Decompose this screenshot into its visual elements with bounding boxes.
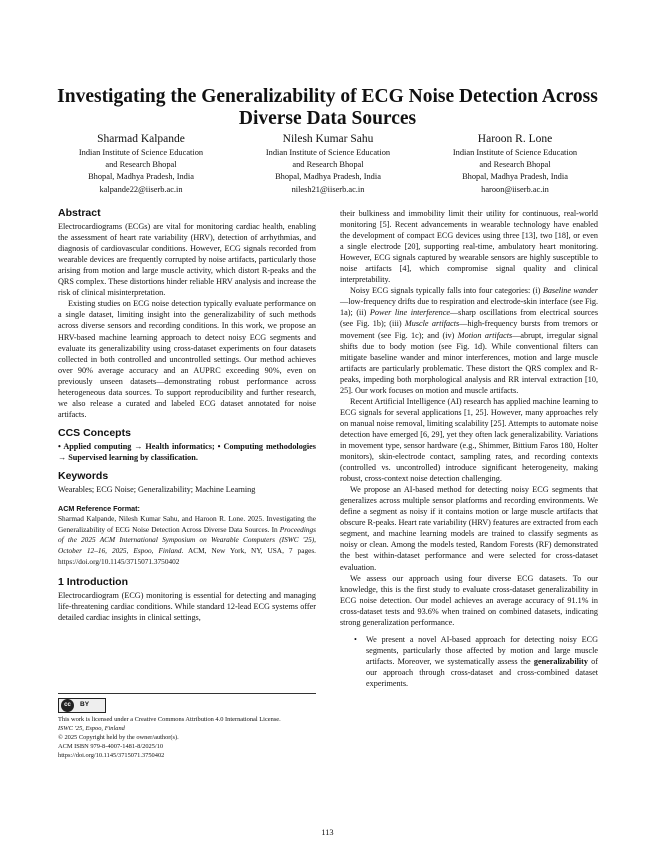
author-affiliation: and Research Bhopal — [479, 160, 551, 170]
introduction-heading: 1 Introduction — [58, 576, 128, 589]
author-affiliation: Indian Institute of Science Education — [452, 148, 578, 157]
author-email[interactable]: kalpande22@iiserb.ac.in — [99, 184, 183, 194]
author-1 — [48, 132, 234, 196]
cc-icon: cc — [61, 699, 74, 712]
contribution-list — [340, 634, 598, 689]
ccs-concepts: • Applied computing → Health informatics; • Computing methodologies → Supervised learning by classification. — [58, 441, 316, 462]
license-text: This work is licensed under a Creative Commons Attribution 4.0 International License. — [58, 716, 281, 723]
intro-paragraph: Recent Artificial Intelligence (AI) research has applied machine learning to ECG signals for several applications [1, 25]. However, many approaches rely on manual noise removal, limiting scalability [25]. Attempts to automate noise detection have emerged [6, 29], yet they often lack generalizability. Variations in movement type, sensor hardware (e.g., Shimmer, Bittium Faros 180, Holter monitors), skin-electrode contact, sampling rates, and recording contexts (controlled vs. uncontrolled) introduce significant heterogeneity, making robust, cross-context noise detection challenging. — [340, 396, 598, 484]
cc-by-badge-icon[interactable] — [58, 698, 106, 713]
abstract-paragraph: Existing studies on ECG noise detection typically evaluate performance on a single dataset, limiting insight into the generalizability of such methods across diverse sensors and recording conditions. In this work, we propose an HRV-based machine learning approach to detect noisy ECG segments and evaluate its generalizability using cross-dataset experiments on four datasets collected in both controlled and uncontrolled settings. Our method achieves over 90% average accuracy and an AUPRC exceeding 90%, even on previously unseen datasets—demonstrating robust performance across heterogeneous data sources. To support reproducibility and further research, we also release a curated and labeled ECG dataset annotated for noise artifacts. — [58, 299, 316, 419]
abstract-paragraph: Electrocardiograms (ECGs) are vital for monitoring cardiac health, enabling the assessment of heart rate variability (HRV), detection of arrhythmias, and diagnosis of cardiovascular conditions. However, ECG signals recorded from wearable devices are frequently corrupted by noise artifacts, particularly those arising from motion and large muscle activity, which distort R-peaks and the QRS complex. These distortions hinder reliable HRV analysis and increase the risk of clinical misinterpretation. — [58, 222, 316, 298]
copyright-text: © 2025 Copyright held by the owner/author(s). — [58, 733, 179, 741]
text-span: —high-frequency bursts from tremors or movement (see Fig. 1c); and (iv) — [340, 319, 598, 340]
ccs-heading: CCS Concepts — [58, 426, 131, 439]
acm-reference-text — [58, 514, 316, 567]
intro-paragraph: Electrocardiogram (ECG) monitoring is essential for detecting and managing life-threatening cardiac conditions. While standard 12-lead ECG systems offer detailed cardiac insights in clinical settings, — [58, 591, 316, 623]
author-email[interactable]: haroon@iiserb.ac.in — [481, 184, 549, 194]
author-name: Nilesh Kumar Sahu — [282, 133, 374, 145]
author-affiliation: and Research Bhopal — [105, 160, 177, 170]
text-span: —sharp oscillations from electrical sources (see Fig. 1b); (iii) — [340, 308, 599, 329]
text-span: —abrupt, irregular signal shifts due to body motion (see Fig. 1d). While conventional filters can mitigate baseline wander and minor interferences, motion and large muscle artifacts are particularly problematic. These distort the QRS complex and R-peaks, impeding both morphological analysis and RR interval extraction [10, 25]. Our work focuses on motion and muscle artifacts. — [340, 330, 598, 395]
acm-reference-authors: Sharmad Kalpande, Nilesh Kumar Sahu, and Haroon R. Lone. 2025. Investigating the Generalizability of ECG Noise Detection Across Diverse Data Sources. In — [58, 514, 316, 534]
term-power-line: Power line interference — [369, 308, 450, 318]
author-name: Sharmad Kalpande — [97, 133, 185, 145]
intro-paragraph-noise-types — [340, 285, 598, 395]
intro-paragraph: their bulkiness and immobility limit their utility for continuous, real-world monitoring [5]. Recent advancements in wearable technology have enabled the development of compact ECG devices using three [13], two [18], or even a single electrode [20], supporting real-time, ambulatory heart monitoring. However, ECG signals captured by wearable sensors are highly susceptible to noise artifacts [4], which compromise signal quality and clinical interpretability. — [340, 209, 598, 285]
intro-paragraph: We propose an AI-based method for detecting noisy ECG segments that generalizes across multiple sensor platforms and recording environments. We define a segment as noisy if it contains motion or large muscle artifacts that obscure R-peaks. Heart rate variability (HRV) features are extracted from each segment, and machine learning models are trained to classify segments as noisy or clean. Among the models tested, Random Forests (RF) demonstrated the best within-dataset performance and were selected for cross-dataset evaluation. — [340, 485, 598, 572]
text-span: Noisy ECG signals typically falls into four categories: (i) — [350, 286, 543, 296]
keywords-text: Wearables; ECG Noise; Generalizability; Machine Learning — [58, 485, 256, 495]
term-baseline-wander: Baseline wander — [542, 286, 598, 296]
author-2 — [235, 132, 421, 196]
author-email[interactable]: nilesh21@iiserb.ac.in — [291, 184, 365, 194]
bold-term: generalizability — [533, 656, 588, 666]
author-location: Bhopal, Madhya Pradesh, India — [275, 172, 381, 182]
right-column — [340, 208, 598, 689]
keywords-heading: Keywords — [58, 470, 109, 483]
author-name: Haroon R. Lone — [477, 133, 553, 145]
author-location: Bhopal, Madhya Pradesh, India — [88, 172, 194, 182]
text-span: We present a novel AI-based approach for detecting noisy ECG segments, particularly those affected by motion and large muscle artifacts. Moreover, we systematically assess the — [366, 634, 598, 666]
author-location: Bhopal, Madhya Pradesh, India — [462, 172, 568, 182]
intro-paragraph: We assess our approach using four diverse ECG datasets. To our knowledge, this is the first study to evaluate cross-dataset generalizability in ECG noise detection. Our model achieves an average accuracy of 91.1% in cross-dataset tests and 93.6% when trained on combined datasets, indicating strong generalization performance. — [340, 573, 598, 627]
term-muscle-artifacts: Muscle artifacts — [404, 319, 460, 329]
author-affiliation: and Research Bhopal — [292, 160, 364, 170]
acm-reference-doi[interactable]: ACM, New York, NY, USA, 7 pages. https://doi.org/10.1145/3715071.3750402 — [58, 545, 316, 566]
author-affiliation: Indian Institute of Science Education — [78, 148, 204, 157]
text-span: of our approach through cross-dataset and cross-combined dataset experiments. — [366, 656, 598, 688]
term-motion-artifacts: Motion artifacts — [457, 330, 513, 340]
by-icon: BY — [80, 701, 90, 709]
abstract-heading: Abstract — [58, 207, 101, 219]
text-span: —low-frequency drifts due to respiration and electrode-skin interface (see Fig. 1a); (ii) — [340, 297, 598, 318]
left-column — [58, 208, 316, 623]
paper-title: Investigating the Generalizability of ECG Noise Detection Across Diverse Data Sources — [57, 86, 598, 129]
author-block — [48, 132, 608, 196]
page-number: 113 — [321, 828, 334, 837]
isbn-text: ACM ISBN 979-8-4007-1481-8/2025/10 — [58, 742, 164, 750]
acm-reference-heading: ACM Reference Format: — [58, 504, 140, 514]
list-item — [366, 634, 598, 689]
license-footnote — [58, 693, 316, 761]
conference-text: ISWC '25, Espoo, Finland — [58, 724, 125, 732]
doi-link[interactable]: https://doi.org/10.1145/3715071.3750402 — [58, 751, 165, 759]
author-3 — [422, 132, 608, 196]
acm-reference-venue: Proceedings of the 2025 ACM International Symposium on Wearable Computers (ISWC '25), October 12–16, 2025, Espoo, Finland. — [58, 524, 316, 555]
author-affiliation: Indian Institute of Science Education — [265, 148, 391, 157]
